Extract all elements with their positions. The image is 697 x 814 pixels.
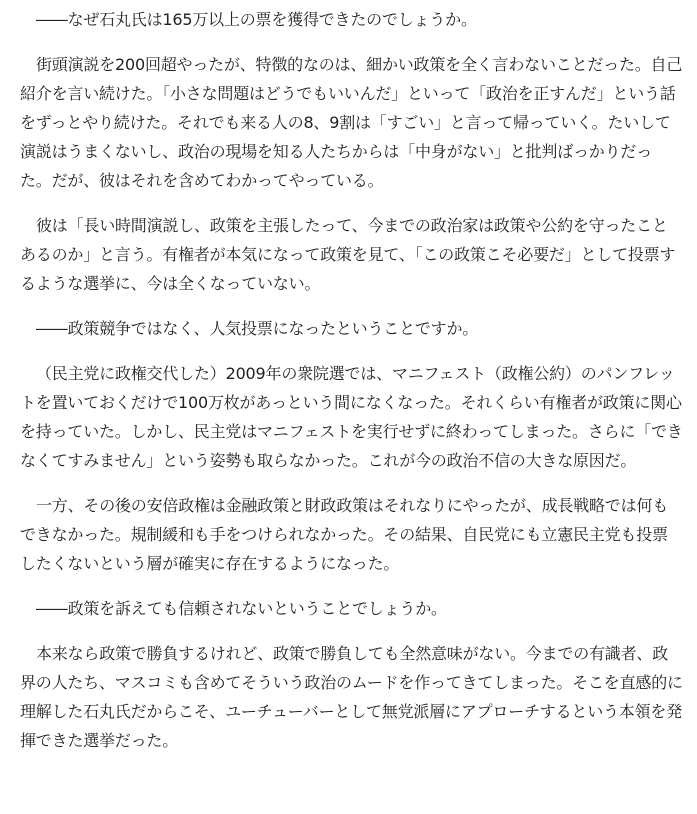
- interview-answer-paragraph: （民主党に政権交代した）2009年の衆院選では、マニフェスト（政権公約）のパンフレットを置いておくだけで100万枚があっという間になくなった。それくらい有権者が政策に関心を持っていた。しかし、民主党はマニフェストを実行せずに終わってしまった。さらに「できなくてすみません」という姿勢も取らなかった。これが今の政治不信の大きな原因だ。: [20, 364, 683, 470]
- interview-answer-paragraph: 本来なら政策で勝負するけれど、政策で勝負しても全然意味がない。今までの有識者、政界の人たち、マスコミも含めてそういう政治のムードを作ってきてしまった。そこを直感的に理解した石丸氏だからこそ、ユーチューバーとして無党派層にアプローチするという本領を発揮できた選挙だった。: [20, 644, 683, 750]
- interview-answer-paragraph: 彼は「長い時間演説し、政策を主張したって、今までの政治家は政策や公約を守ったことあるのか」と言う。有権者が本気になって政策を見て、「この政策こそ必要だ」として投票するような選挙に、今は全くなっていない。: [20, 216, 676, 293]
- interview-answer-paragraph: 一方、その後の安倍政権は金融政策と財政政策はそれなりにやったが、成長戦略では何もできなかった。規制緩和も手をつけられなかった。その結果、自民党にも立憲民主党も投票したくないという層が確実に存在するようになった。: [20, 496, 669, 573]
- interview-question: ――なぜ石丸氏は165万以上の票を獲得できたのでしょうか。: [36, 10, 477, 29]
- interview-answer-paragraph: 街頭演説を200回超やったが、特徴的なのは、細かい政策を全く言わないことだった。自己紹介を言い続けた。「小さな問題はどうでもいいんだ」といって「政治を正すんだ」という話をずっとやり続けた。それでも来る人の8、9割は「すごい」と言って帰っていく。たいして演説はうまくないし、政治の現場を知る人たちからは「中身がない」と批判ばっかりだった。だが、彼はそれを含めてわかってやっている。: [20, 55, 683, 190]
- interview-question: ――政策を訴えても信頼されないということでしょうか。: [36, 599, 447, 618]
- interview-question: ――政策競争ではなく、人気投票になったということですか。: [36, 319, 479, 338]
